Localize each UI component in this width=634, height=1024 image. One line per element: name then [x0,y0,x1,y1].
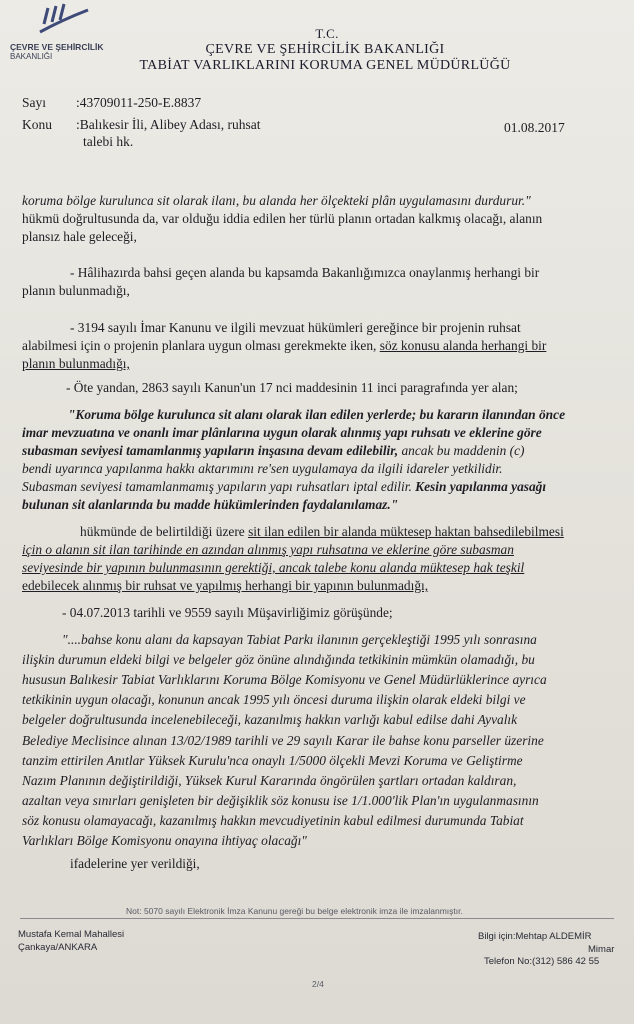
body-line: plansız hale geleceği, [22,229,137,244]
opinion-line: Belediye Meclisince alınan 13/02/1989 tarihli ve 29 sayılı Karar ile bahse konu parseller üzerine [22,733,544,748]
body-line: koruma bölge kurulunca sit olarak ilanı, bu alanda her ölçekteki plân uygulamasını durdurur." [22,193,531,208]
konu-value-1: :Balıkesir İli, Alibey Adası, ruhsat [76,117,261,132]
opinion-line: ilişkin durumun eldeki bilgi ve belgeler göz önüne alındığında tetkikinin mümkün olamadığı, bu [22,652,535,667]
opinion-line: hususun Balıkesir Tabiat Varlıklarını Koruma Bölge Komisyonu ve Genel Müdürlüklerince ayrıca [22,672,547,687]
opinion-line: Varlıkları Bölge Komisyonu onayına ihtiyaç olacağı" [22,833,307,848]
body-line: alabilmesi için o projenin planlara uygun olması gerekmekte iken, söz konusu alanda herhangi bir [22,338,547,353]
opinion-line: belgeler doğrultusunda incelenebileceği, kazanılmış hakkın varlığı kabul edilse dahi Ayvalık [22,712,518,727]
body-line: edebilecek alınmış bir ruhsat ve yapılmış herhangi bir yapının bulunmadığı, [22,578,429,593]
sayi-value: :43709011-250-E.8837 [76,95,202,110]
page-number: 2/4 [312,979,324,989]
footer-address-2: Çankaya/ANKARA [18,942,98,953]
body-line: - 3194 sayılı İmar Kanunu ve ilgili mevzuat hükümleri gereğince bir projenin ruhsat [70,320,521,335]
footer-divider [20,918,614,919]
body-line: - Öte yandan, 2863 sayılı Kanun'un 17 nci maddesinin 11 inci paragrafında yer alan; [66,380,518,395]
footer-address-1: Mustafa Kemal Mahallesi [18,929,125,940]
body-line: seviyesinde bir yapının bulunmasının gerektiği, ancak talebe konu alanda müktesep hak teşkil [22,560,525,575]
opinion-line: tetkikinin uygun olacağı, konunun ancak 1995 yılı öncesi duruma ilişkin olarak eldeki bilgi ve [22,692,526,707]
header-tc: T.C. [315,26,339,41]
body-line: planın bulunmadığı, [22,283,130,298]
body-line: planın bulunmadığı, [22,356,130,371]
logo-text-line1: ÇEVRE VE ŞEHİRCİLİK [10,42,104,52]
opinion-line: söz konusu olamayacağı, kazanılmış hakkın mevcudiyetinin kabul edilmesi durumunda Tabiat [22,813,524,828]
quote-line: bulunan sit alanlarında bu madde hükümlerinden faydalanılamaz." [22,497,399,512]
e-signature-note: Not: 5070 sayılı Elektronik İmza Kanunu gereği bu belge elektronik imza ile imzalanmıştır. [126,906,463,916]
quote-line: bendi uyarınca yapılanma hakkı aktarımını re'sen uygulamaya da ilgili idareler yetkilidir. [22,461,503,476]
quote-line: imar mevzuatına ve onanlı imar plânlarına uygun olarak alınmış yapı ruhsatı ve eklerine göre [22,425,542,440]
opinion-line: tanzim ettirilen Anıtlar Yüksek Kurulu'nca onaylı 1/5000 ölçekli Mevzi Koruma ve Geliştirme [22,753,523,768]
quote-line: subasman seviyesi tamamlanmış yapıların inşasına devam edilebilir, ancak bu maddenin (c) [22,443,525,458]
document-date: 01.08.2017 [504,120,565,135]
sayi-label: Sayı [22,95,47,110]
header-ministry: ÇEVRE VE ŞEHİRCİLİK BAKANLIĞI [205,42,445,57]
quote-line: "Koruma bölge kurulunca sit alanı olarak ilan edilen yerlerde; bu kararın ilanından önce [68,407,566,422]
body-line: için o alanın sit ilan tarihinde en azından alınmış yapı ruhsatına ve eklerine göre subasman [22,542,514,557]
body-line: - 04.07.2013 tarihli ve 9559 sayılı Müşavirliğimiz görüşünde; [62,605,393,620]
opinion-line: "....bahse konu alanı da kapsayan Tabiat Parkı ilanının gerçekleştiği 1995 yılı sonrasına [62,632,537,647]
body-line: hükmü doğrultusunda da, var olduğu iddia edilen her türlü planın ortadan kalkmış olacağı, alanın [22,211,543,226]
konu-value-2: talebi hk. [83,134,134,149]
body-line: ifadelerine yer verildiği, [70,856,200,871]
opinion-line: azaltan veya sınırları genişleten bir değişiklik söz konusu ise 1/1.000'lik Plan'ın uygulanmasının [22,793,539,808]
konu-label: Konu [22,117,52,132]
footer-info-phone: Telefon No:(312) 586 42 55 [484,956,600,967]
footer-info-contact: Bilgi için:Mehtap ALDEMİR [478,931,592,942]
body-line: - Hâlihazırda bahsi geçen alanda bu kapsamda Bakanlığımızca onaylanmış herhangi bir [70,265,540,280]
header-directorate: TABİAT VARLIKLARINI KORUMA GENEL MÜDÜRLÜĞÜ [139,58,511,73]
body-line: hükmünde de belirtildiği üzere sit ilan edilen bir alanda müktesep haktan bahsedilebilmesi [80,524,564,539]
footer-info-title: Mimar [588,944,615,955]
quote-line: Subasman seviyesi tamamlanmamış yapıların yapı ruhsatları iptal edilir. Kesin yapılanma yasağı [22,479,547,494]
opinion-line: Nazım Planının değiştirildiği, Yüksek Kurul Kararında öngörülen şartları ortadan kaldıran, [22,773,517,788]
logo-text-line2: BAKANLIĞI [10,52,53,61]
